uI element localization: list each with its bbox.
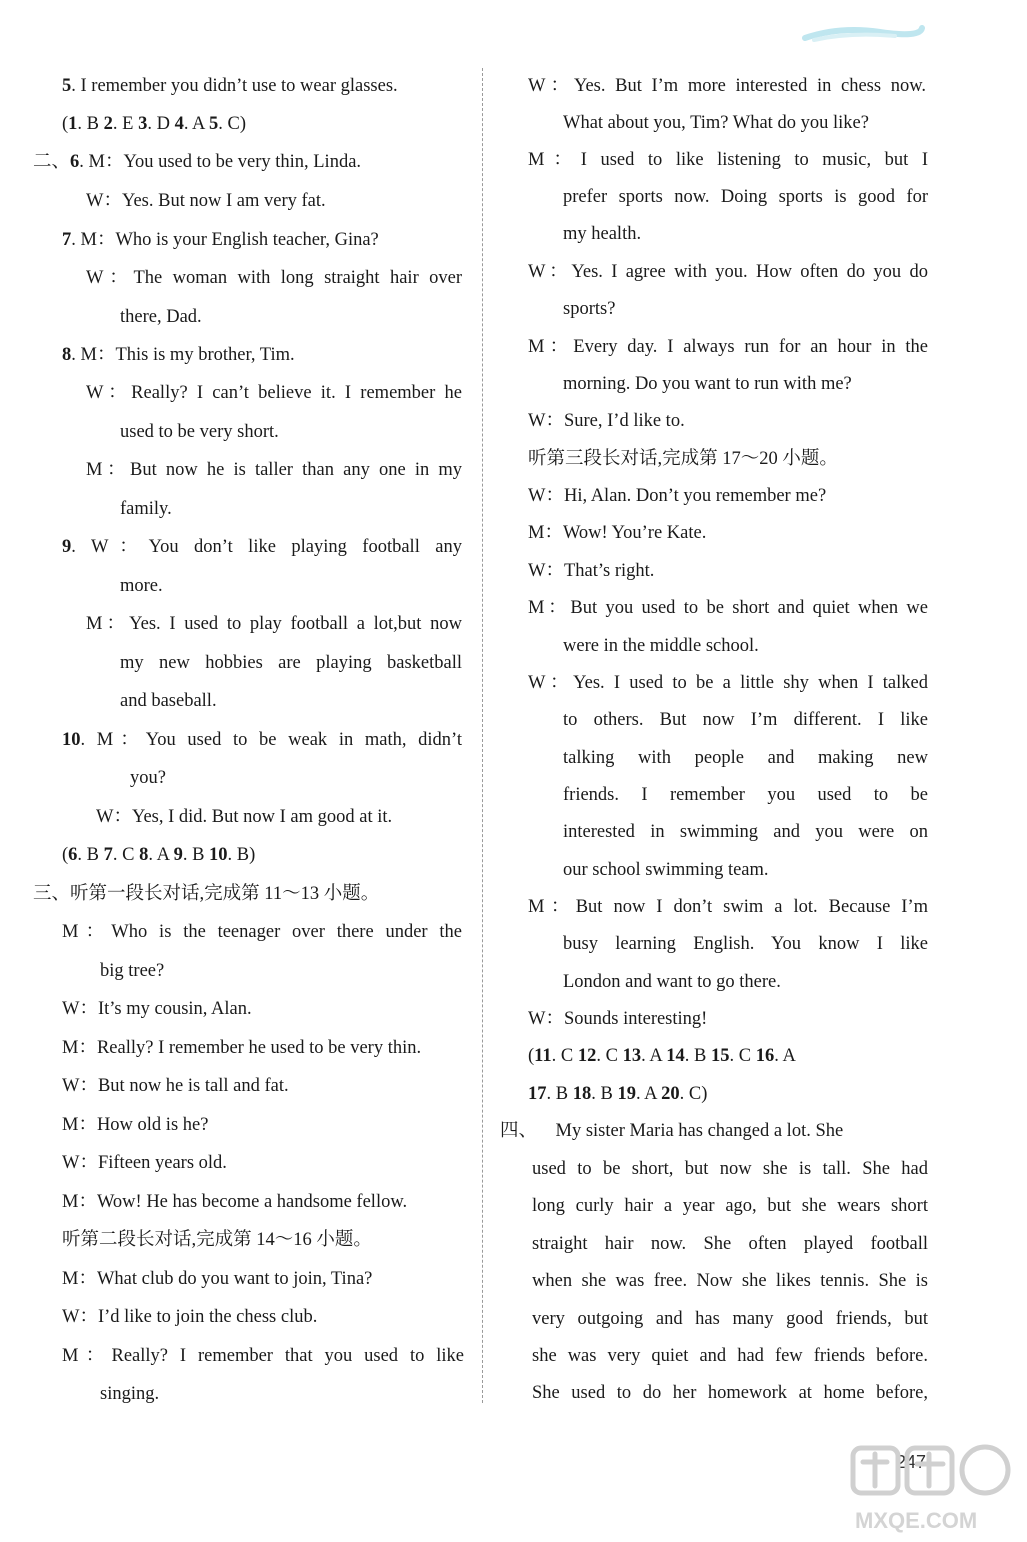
text-line: long curly hair a year ago, but she wears short (532, 1196, 928, 1216)
text-line: M：Really? I remember he used to be very thin. (62, 1038, 422, 1058)
text-line: talking with people and making new (563, 748, 928, 768)
text-line: W：Yes. I used to be a little shy when I talked (528, 673, 928, 693)
text-line: my health. (563, 224, 642, 244)
text-line: W：Yes. I agree with you. How often do you do (528, 262, 928, 282)
text-line: M：Really? I remember that you used to like (62, 1346, 464, 1366)
text-line: used to be very short. (120, 422, 279, 442)
text-line: M：What club do you want to join, Tina? (62, 1269, 373, 1289)
text-line: 听第三段长对话,完成第 17～20 小题。 (528, 449, 838, 469)
text-line: 10. M：You used to be weak in math, didn’t (62, 730, 462, 750)
text-line: 9. W：You don’t like playing football any (62, 537, 462, 557)
text-line: M：Wow! He has become a handsome fellow. (62, 1192, 408, 1212)
text-line: M：I used to like listening to music, but I (528, 150, 928, 170)
text-line: W：Yes, I did. But now I am good at it. (96, 807, 393, 827)
text-line: interested in swimming and you were on (563, 822, 928, 842)
text-line: she was very quiet and had few friends before. (532, 1346, 928, 1366)
text-line: M：But you used to be short and quiet when we (528, 598, 928, 618)
text-line: very outgoing and has many good friends, but (532, 1309, 928, 1329)
answer-key-line: (11. C 12. C 13. A 14. B 15. C 16. A (528, 1046, 796, 1066)
answer-key-line: (6. B 7. C 8. A 9. B 10. B) (62, 845, 256, 865)
text-line: friends. I remember you used to be (563, 785, 928, 805)
text-line: M：Who is the teenager over there under the (62, 922, 462, 942)
watermark-logo (845, 1440, 1020, 1536)
text-line: big tree? (100, 961, 165, 981)
text-line: W：Fifteen years old. (62, 1153, 227, 1173)
text-line: W：Yes. But I’m more interested in chess now. (528, 76, 926, 96)
text-line: M：How old is he? (62, 1115, 209, 1135)
text-line: 听第二段长对话,完成第 14～16 小题。 (62, 1230, 372, 1250)
text-line: W：Yes. But now I am very fat. (86, 191, 326, 211)
text-line: W：Hi, Alan. Don’t you remember me? (528, 486, 827, 506)
text-line: M：Yes. I used to play football a lot,but now (86, 614, 462, 634)
text-line: there, Dad. (120, 307, 202, 327)
text-line: 四、 My sister Maria has changed a lot. She (500, 1121, 844, 1141)
text-line: W：Sure, I’d like to. (528, 411, 685, 431)
text-line: W：Sounds interesting! (528, 1009, 708, 1029)
text-line: M：Every day. I always run for an hour in the (528, 337, 928, 357)
text-line: M：Wow! You’re Kate. (528, 523, 707, 543)
svg-text:MXQE.COM: MXQE.COM (855, 1508, 978, 1533)
text-line: 三、听第一段长对话,完成第 11～13 小题。 (33, 884, 380, 904)
text-line: She used to do her homework at home before, (532, 1383, 928, 1403)
text-line: sports? (563, 299, 616, 319)
answer-key-line: 17. B 18. B 19. A 20. C) (528, 1084, 708, 1104)
text-line: 8. M：This is my brother, Tim. (62, 345, 295, 365)
text-line: London and want to go there. (563, 972, 781, 992)
text-line: W：Really? I can’t believe it. I remember he (86, 383, 462, 403)
text-line: were in the middle school. (563, 636, 759, 656)
text-line: family. (120, 499, 172, 519)
text-line: when she was free. Now she likes tennis. She is (532, 1271, 928, 1291)
text-line: used to be short, but now she is tall. She had (532, 1159, 928, 1179)
text-line: morning. Do you want to run with me? (563, 374, 852, 394)
header-decoration (800, 22, 925, 46)
text-line: and baseball. (120, 691, 217, 711)
text-line: M：But now I don’t swim a lot. Because I’m (528, 897, 928, 917)
answer-key-line: (1. B 2. E 3. D 4. A 5. C) (62, 114, 247, 134)
text-line: singing. (100, 1384, 160, 1404)
column-divider (482, 68, 483, 1403)
text-line: W：But now he is tall and fat. (62, 1076, 289, 1096)
text-line: prefer sports now. Doing sports is good for (563, 187, 928, 207)
text-line: W：It’s my cousin, Alan. (62, 999, 252, 1019)
text-line: my new hobbies are playing basketball (120, 653, 462, 673)
text-line: 7. M：Who is your English teacher, Gina? (62, 230, 379, 250)
text-line: W：That’s right. (528, 561, 655, 581)
text-line: M：But now he is taller than any one in my (86, 460, 462, 480)
text-line: to others. But now I’m different. I like (563, 710, 928, 730)
page-number: 247 (896, 1452, 927, 1472)
text-line: W：The woman with long straight hair over (86, 268, 462, 288)
text-line: W：I’d like to join the chess club. (62, 1307, 318, 1327)
text-line: straight hair now. She often played football (532, 1234, 928, 1254)
text-line: 5. I remember you didn’t use to wear glasses. (62, 76, 398, 96)
text-line: What about you, Tim? What do you like? (563, 113, 869, 133)
text-line: busy learning English. You know I like (563, 934, 928, 954)
text-line: 二、6. M：You used to be very thin, Linda. (33, 152, 362, 172)
text-line: more. (120, 576, 163, 596)
text-line: you? (130, 768, 166, 788)
text-line: our school swimming team. (563, 860, 769, 880)
